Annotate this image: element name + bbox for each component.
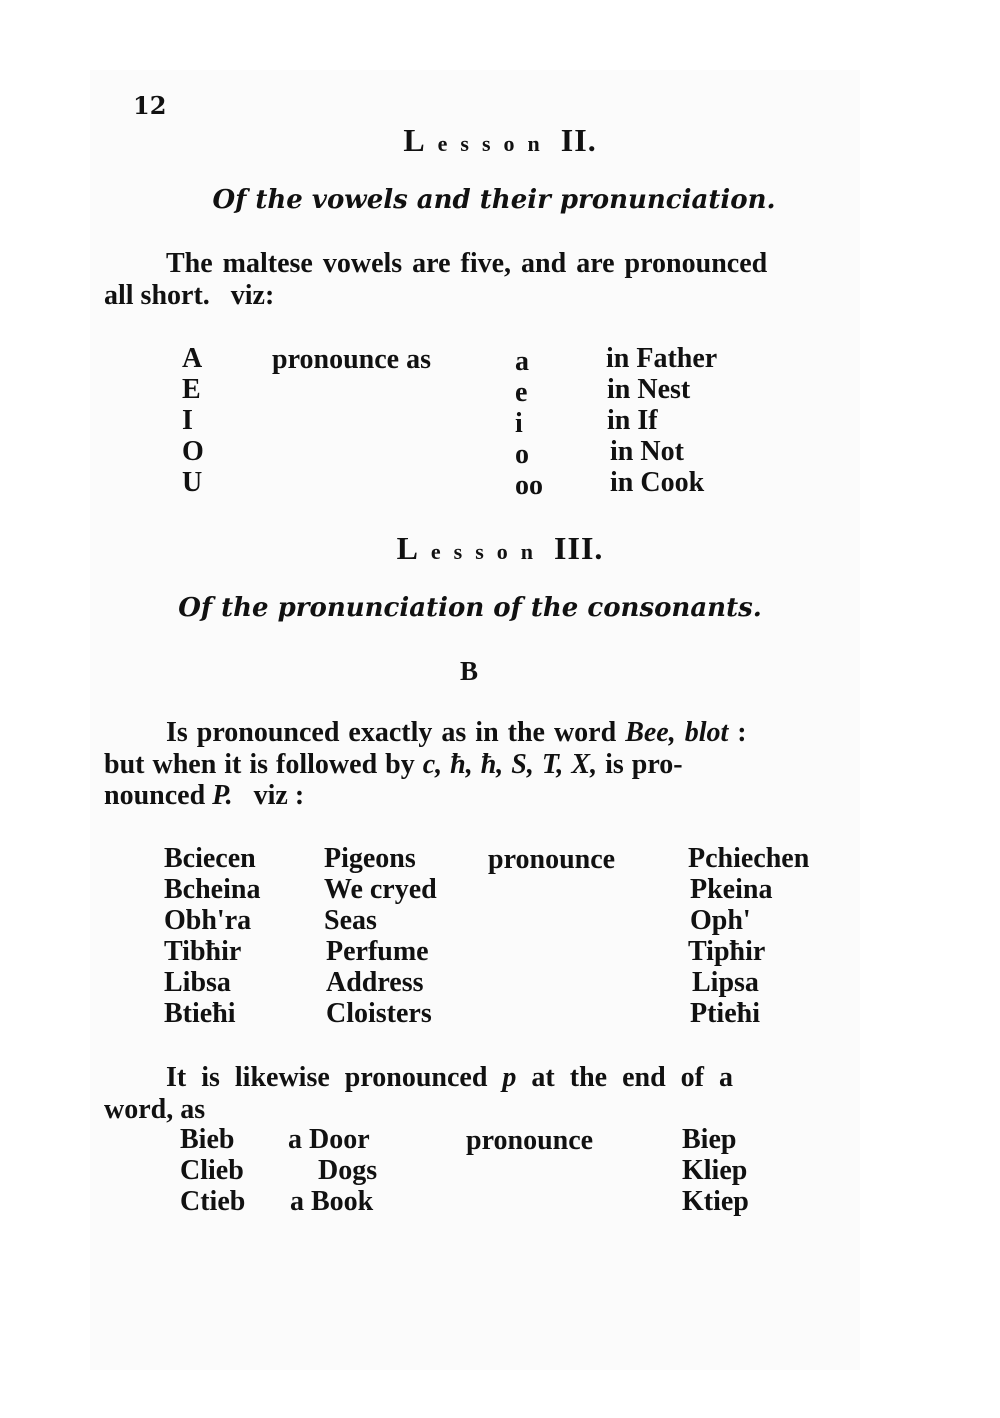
lesson-2-title-rest: esson	[437, 131, 553, 156]
lesson-3-para-2-line-1	[166, 1064, 733, 1092]
english-word: a Door	[288, 1124, 370, 1155]
para-1-line-2-text: but when it is followed by	[104, 749, 423, 780]
maltese-word: Obh'ra	[164, 905, 252, 936]
vowel-example: in Cook	[610, 467, 705, 498]
para-1-colon: :	[728, 717, 747, 748]
lesson-3-subtitle: Of the pronunciation of the consonants.	[178, 593, 762, 623]
vowel-example: in Father	[606, 343, 718, 374]
vowel-sound: e	[515, 377, 528, 408]
pronunciation-word: Biep	[682, 1124, 737, 1155]
lesson-3-title-rest: esson	[430, 539, 547, 564]
para-2-letter: p	[502, 1062, 517, 1093]
pronunciation-word: Kliep	[682, 1155, 748, 1186]
lesson-2-subtitle: Of the vowels and their pronunciation.	[212, 185, 776, 215]
maltese-word: Bcheina	[164, 874, 261, 905]
vowel-letter: A	[182, 343, 203, 374]
vowel-letter: U	[182, 467, 203, 498]
pronunciation-word: Tipħir	[688, 936, 766, 967]
lesson-3-para-1-line-3	[104, 782, 304, 810]
para-1-examples: Bee, blot	[625, 717, 729, 748]
pronounce-as-label: pronounce as	[272, 344, 431, 375]
vowel-sound: a	[515, 346, 529, 377]
para-2-text: It is likewise pronounced	[166, 1062, 503, 1093]
lesson-3-para-2-line-2: word, as	[104, 1094, 206, 1125]
maltese-word: Bieb	[180, 1124, 235, 1155]
pronunciation-word: Pkeina	[690, 874, 773, 905]
pronunciation-word: Oph'	[690, 905, 751, 936]
lesson-3-title-number: III.	[554, 530, 604, 566]
pronunciation-word: Ktiep	[682, 1186, 749, 1217]
para-1-line-3-viz: viz :	[232, 780, 305, 811]
vowel-sound: i	[515, 408, 523, 439]
lesson-2-title	[0, 124, 1000, 156]
maltese-word: Libsa	[164, 967, 231, 998]
consonant-heading: B	[459, 656, 478, 686]
lesson-2-intro-line-2: all short. viz:	[104, 280, 275, 311]
pronounce-label: pronounce	[466, 1125, 594, 1156]
para-1-line-2-end: is pro-	[597, 749, 683, 780]
english-word: Perfume	[326, 936, 429, 967]
pronunciation-word: Lipsa	[692, 967, 759, 998]
lesson-2-intro-line-1: The maltese vowels are five, and are pronounced	[166, 248, 768, 279]
english-word: Seas	[324, 905, 377, 936]
pronunciation-word: Ptieħi	[690, 998, 760, 1029]
english-word: Dogs	[318, 1155, 378, 1186]
para-2-end: at the end of a	[516, 1062, 733, 1093]
english-word: Pigeons	[324, 843, 416, 874]
lesson-3-title-initial: L	[396, 530, 431, 566]
english-word: a Book	[290, 1186, 374, 1217]
vowel-example: in If	[607, 405, 658, 436]
pronunciation-word: Pchiechen	[688, 843, 810, 874]
lesson-2-title-initial: L	[403, 122, 438, 158]
para-1-text: Is pronounced exactly as in the word	[166, 717, 626, 748]
lesson-3-title	[0, 532, 1000, 564]
pronounce-label: pronounce	[488, 844, 616, 875]
maltese-word: Bciecen	[164, 843, 256, 874]
para-1-line-3-text: nounced	[104, 780, 213, 811]
para-1-line-2-letters: c, ħ, ħ, S, T, X,	[422, 749, 598, 780]
para-1-line-3-letter: P.	[212, 780, 233, 811]
maltese-word: Tibħir	[164, 936, 242, 967]
english-word: Cloisters	[326, 998, 432, 1029]
english-word: We cryed	[324, 874, 437, 905]
vowel-letter: I	[182, 405, 193, 436]
vowel-example: in Nest	[607, 374, 691, 405]
maltese-word: Clieb	[180, 1155, 244, 1186]
maltese-word: Ctieb	[180, 1186, 246, 1217]
page-number: 12	[133, 91, 167, 120]
lesson-3-para-1-line-2	[104, 751, 683, 779]
vowel-sound: o	[515, 439, 529, 470]
vowel-letter: O	[182, 436, 204, 467]
lesson-2-title-number: II.	[560, 122, 597, 158]
lesson-3-para-1-line-1	[166, 719, 747, 747]
vowel-example: in Not	[610, 436, 684, 467]
vowel-sound: oo	[515, 470, 543, 501]
english-word: Address	[326, 967, 424, 998]
maltese-word: Btieħi	[164, 998, 236, 1029]
vowel-letter: E	[182, 374, 201, 405]
